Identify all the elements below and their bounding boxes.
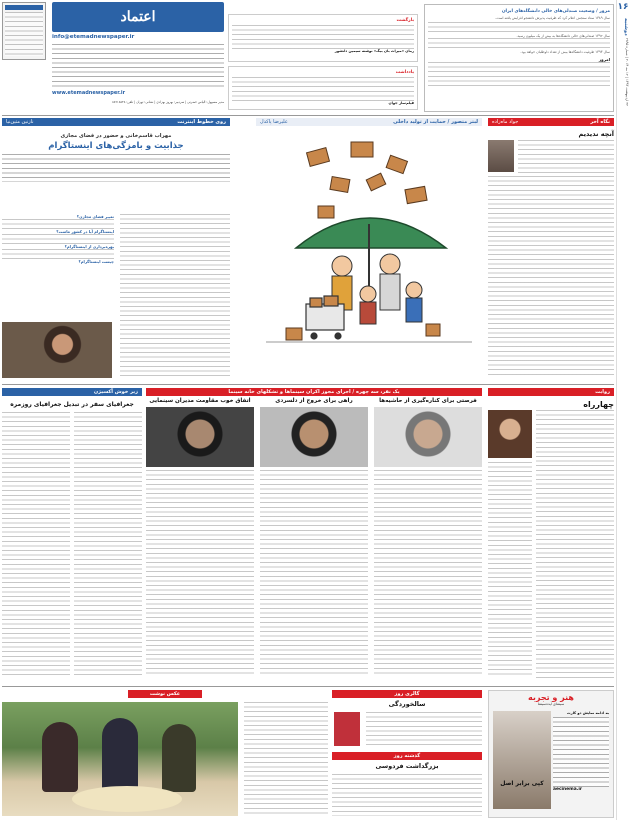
ad-subtitle: سینمای آیده‌سینما [537, 702, 565, 706]
memorial-text [332, 774, 482, 816]
cartoon-bar-label: لبتر متصور / حمایت از تولید داخلی [393, 119, 478, 125]
sub-clinic-headline: جغرافیای سفر در تبدیل جغرافیای روزمره [10, 401, 134, 408]
cinema-article-2-text [260, 470, 368, 676]
top-review-text-2 [428, 38, 610, 50]
editorial-author-name: جواد ماه‌زاده [492, 119, 519, 125]
ad-info [553, 711, 609, 809]
story-column [488, 388, 614, 680]
bazgasht-text [232, 25, 414, 49]
social-kicker: مهراب قاسم‌خانی و حضور در فضای مجازی [60, 133, 172, 139]
editorial-bar [488, 118, 614, 126]
cartoon-bar [256, 118, 482, 126]
social-qa [2, 214, 114, 274]
cinema-article-2-photo [260, 407, 368, 467]
top-review-item-2: سال ۱۳۹۲ صندلی‌های خالی دانشگاه‌ها به بیش از یک میلیون رسید. [516, 33, 610, 38]
date-text: ۲۲ اردیبهشت ۱۳۹۳ | ۱۲ مه ۲۰۱۴ | شماره ۲۸۹۵ [625, 37, 629, 106]
sub-clinic-bar: زیر خوش آکسیژن [2, 388, 142, 396]
story-headline: چهارراه [583, 400, 614, 409]
ad-poster [493, 711, 551, 809]
cartoon-illustration [256, 128, 482, 380]
editorial-headline: آنچه ندیدیم [578, 130, 614, 138]
band-rule-1 [2, 115, 614, 116]
social-q-text-3 [2, 249, 114, 259]
social-photo [2, 322, 112, 378]
social-q-2: اینستاگرام آیا در کشور ماست؟ [56, 229, 114, 234]
social-q-1: تغییر فضای مجازی؟ [76, 214, 114, 219]
cinema-article-2-headline: راهی برای خروج از دلسردی [275, 398, 353, 404]
gallery-headline: سالخوردگی [388, 700, 426, 708]
social-q-3: بهره‌برداری از اینستاگرام؟ [64, 244, 114, 249]
social-q-4: چیست اینستاگرام؟ [78, 259, 114, 264]
bazgasht-author: رمان «میراث بان بیگ» نوشته سیمین دانشور [334, 49, 414, 53]
editorial-text [518, 140, 614, 174]
cinema-band [146, 388, 482, 680]
sub-clinic-column [2, 388, 142, 680]
top-review-text-1 [428, 22, 610, 34]
bazgasht-box [228, 14, 418, 62]
ad-title: هنر و تجربه [528, 693, 574, 702]
story-text [536, 410, 614, 678]
memorial-bar: گذشته روز [332, 752, 482, 760]
notes-text [232, 77, 414, 101]
cinema-article-3 [146, 398, 254, 680]
editorial-column [488, 118, 614, 380]
photo-caption-text [244, 702, 328, 816]
memorial-headline: بزرگداشت فردوسی [375, 762, 439, 770]
social-author: نازنین متین‌نیا [6, 119, 34, 125]
social-bar [2, 118, 230, 126]
top-review-item-1: سال ۱۳۸۹ ستاد سنجش اعلام کرد که ظرفیت پذیرش دانشجو افزایش یافته است. [495, 16, 610, 20]
photo-caption-column [2, 690, 328, 818]
social-column [2, 118, 230, 380]
logo-banner [52, 2, 224, 32]
band-rule-2 [2, 384, 614, 385]
social-lead [2, 154, 230, 182]
logo-text: اعتماد [120, 9, 156, 25]
cinema-article-2 [260, 398, 368, 680]
sub-clinic-text-right [74, 412, 142, 678]
ad-box [488, 690, 614, 818]
vertical-masthead [616, 0, 630, 820]
photo-caption-image [2, 702, 238, 816]
social-text-right [120, 214, 230, 378]
gallery-column [332, 690, 482, 818]
logo-block [2, 2, 224, 114]
ad-schedule [553, 717, 609, 787]
gallery-text [366, 712, 482, 748]
notes-author: فیلم‌ساز جوان [388, 101, 414, 105]
ad-film-title: کپی برابر اصل [500, 780, 544, 787]
editorial-text-2 [488, 176, 614, 378]
bazgasht-title: بازگشت [396, 18, 414, 23]
front-page-thumbnail [2, 2, 46, 60]
photo-caption-bar: عکس نوشت [128, 690, 202, 698]
staff-list [52, 44, 224, 88]
cinema-article-1-text [374, 470, 482, 676]
cinema-article-1 [374, 398, 482, 680]
editorial-author-photo [488, 140, 514, 172]
cartoon-artist: علیرضا پاکدل [260, 119, 288, 125]
story-bar: روایت [488, 388, 614, 396]
top-review-subhead: امروز [598, 56, 610, 62]
cinema-bar: یک نفر، سه چهره / اجرای مجوز اکران سینماها و تشکلهای خانه سینما [146, 388, 482, 396]
ad-site: aecinema.ir [553, 787, 583, 792]
day-label: دوشنبه [623, 18, 629, 36]
cinema-article-3-photo [146, 407, 254, 467]
social-headline: جذابیت و بامزگی‌های اینستاگرام [48, 141, 184, 151]
social-bar-label: روی خطوط اینترنت [177, 119, 226, 125]
notes-box [228, 66, 418, 110]
top-review-item-3: سال ۱۳۹۳ ظرفیت دانشگاه‌ها بیش از تعداد داوطلبان خواهد بود. [520, 50, 610, 55]
top-review-box [424, 4, 614, 112]
gallery-book-cover [334, 712, 360, 746]
band-rule-3 [2, 686, 614, 687]
story-text-2 [488, 462, 532, 678]
website-text: www.etemadnewspaper.ir [52, 90, 126, 96]
cinema-article-3-text [146, 470, 254, 676]
top-review-title: مرور / وضعیت صندلی‌های خالی دانشگاه‌های ایران [501, 9, 610, 14]
editorial-section: نگاه آخر [590, 119, 610, 125]
gallery-bar: گالری روز [332, 690, 482, 698]
cinema-article-1-photo [374, 407, 482, 467]
story-author-photo [488, 410, 532, 458]
cinema-article-1-headline: فرصتی برای کناره‌گیری از حاشیه‌ها [379, 398, 477, 404]
sub-clinic-text-left [2, 412, 70, 678]
cinema-article-3-headline: اتفاق خوب مقاومت مدیران سینمایی [149, 398, 251, 404]
date-line [617, 18, 629, 178]
ad-lead: به ادامه نمایش دو کارت [567, 711, 609, 715]
email-text: info@etemadnewspaper.ir [52, 34, 135, 40]
issue-number: ۱۶ [617, 2, 629, 12]
cartoon-column [256, 118, 482, 380]
notes-title: یادداشت [395, 70, 414, 75]
masthead-footer: مدیر مسوول: الیاس حضرتی | سردبیر: بهروز بهزادی | نشانی: تهران | تلفن: ۸۸۹۱۸۵۴۸ [112, 100, 224, 104]
top-review-text-3 [428, 62, 610, 88]
social-q-text-1 [2, 219, 114, 229]
social-q-text-2 [2, 234, 114, 244]
